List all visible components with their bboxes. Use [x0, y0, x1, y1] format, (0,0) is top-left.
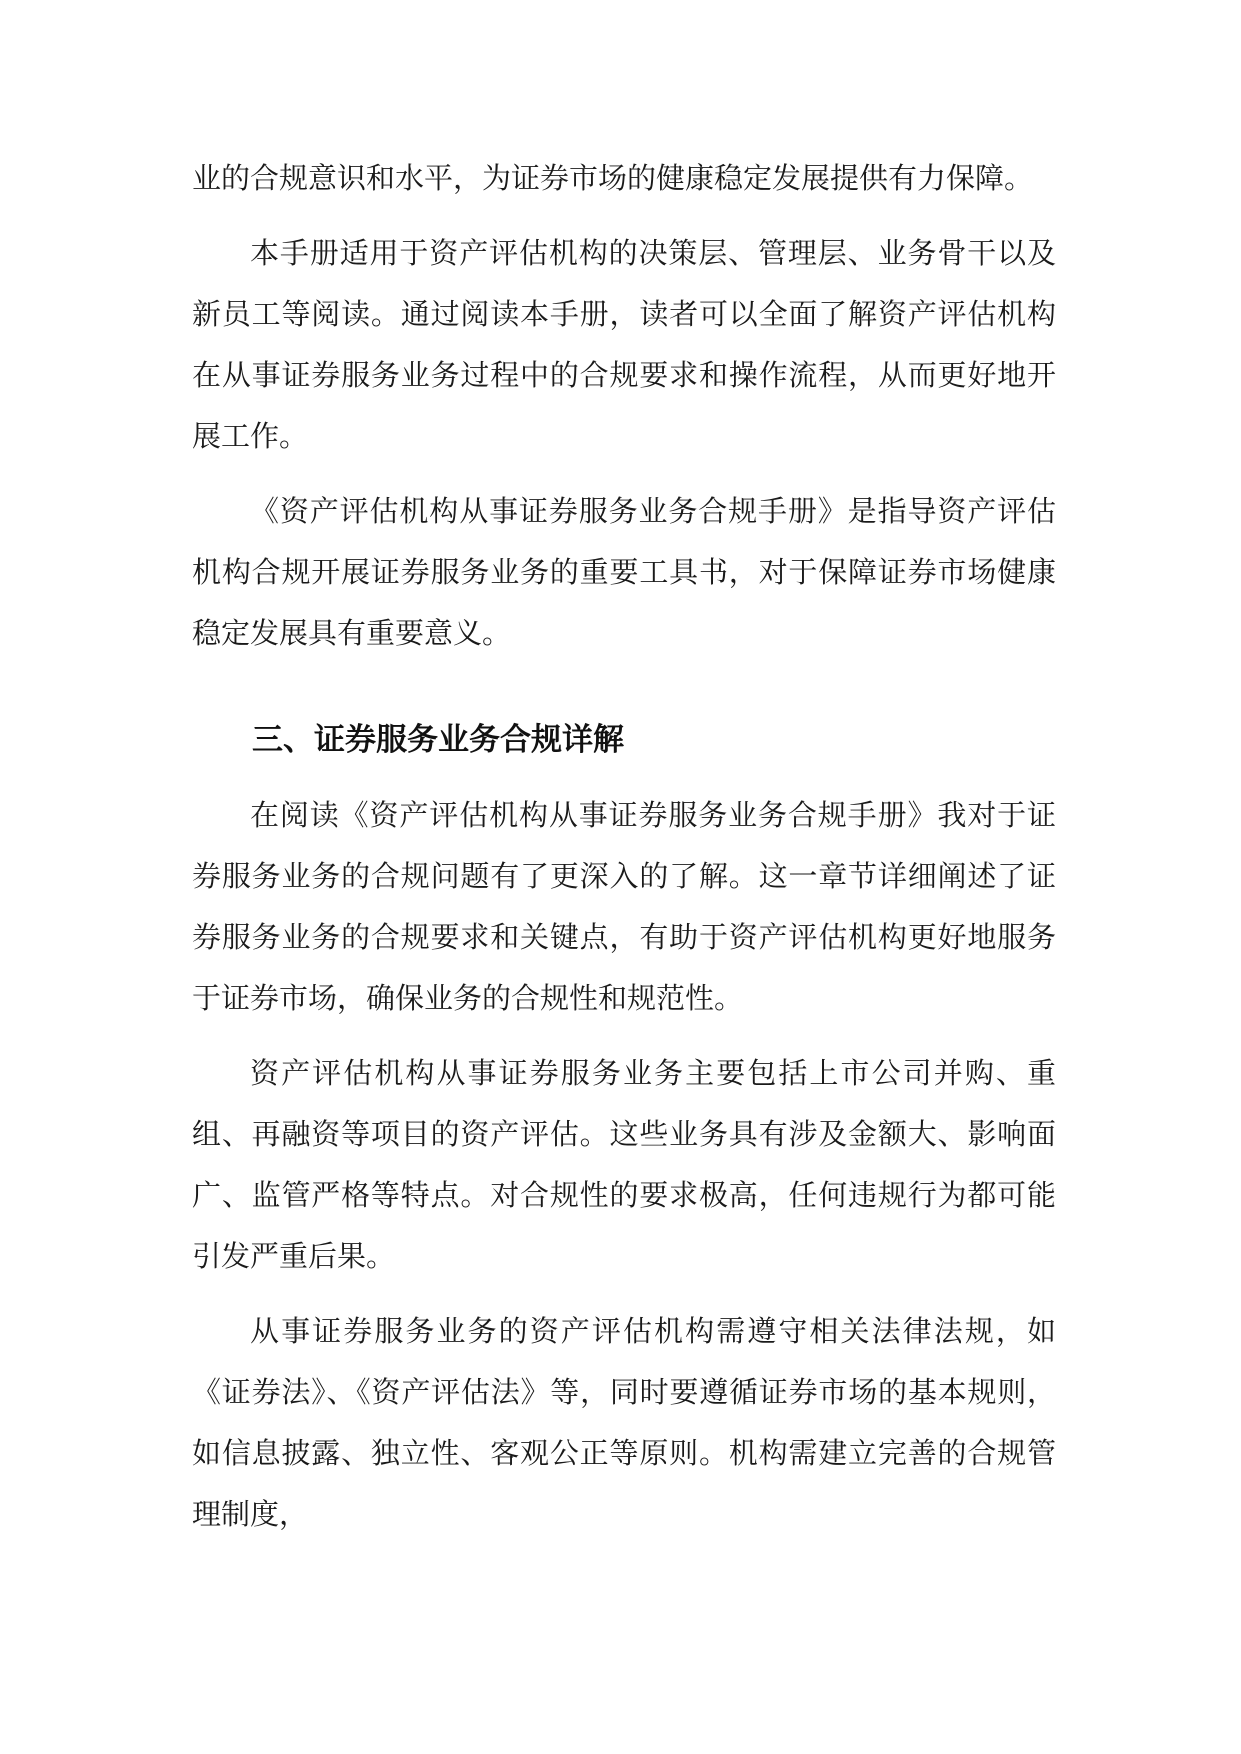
paragraph-handbook-significance: 《资产评估机构从事证券服务业务合规手册》是指导资产评估机构合规开展证券服务业务的重要工具书，对于保障证券市场健康稳定发展具有重要意义。	[192, 494, 1056, 650]
paragraph-legal-compliance: 从事证券服务业务的资产评估机构需遵守相关法律法规，如《证券法》、《资产评估法》等，同时要遵循证券市场的基本规则，如信息披露、独立性、客观公正等原则。机构需建立完善的合规管理制度，	[192, 1314, 1056, 1531]
paragraph-continuation: 业的合规意识和水平，为证券市场的健康稳定发展提供有力保障。	[192, 161, 1034, 195]
document-body	[192, 148, 1056, 1559]
section-heading: 三、证券服务业务合规详解	[252, 722, 624, 758]
paragraph-reading-insight: 在阅读《资产评估机构从事证券服务业务合规手册》我对于证券服务业务的合规问题有了更深入的了解。这一章节详细阐述了证券服务业务的合规要求和关键点，有助于资产评估机构更好地服务于证券市场，确保业务的合规性和规范性。	[192, 798, 1056, 1015]
paragraph-handbook-audience: 本手册适用于资产评估机构的决策层、管理层、业务骨干以及新员工等阅读。通过阅读本手册，读者可以全面了解资产评估机构在从事证券服务业务过程中的合规要求和操作流程，从而更好地开展工作。	[192, 236, 1056, 453]
paragraph-business-scope: 资产评估机构从事证券服务业务主要包括上市公司并购、重组、再融资等项目的资产评估。这些业务具有涉及金额大、影响面广、监管严格等特点。对合规性的要求极高，任何违规行为都可能引发严重后果。	[192, 1056, 1056, 1273]
